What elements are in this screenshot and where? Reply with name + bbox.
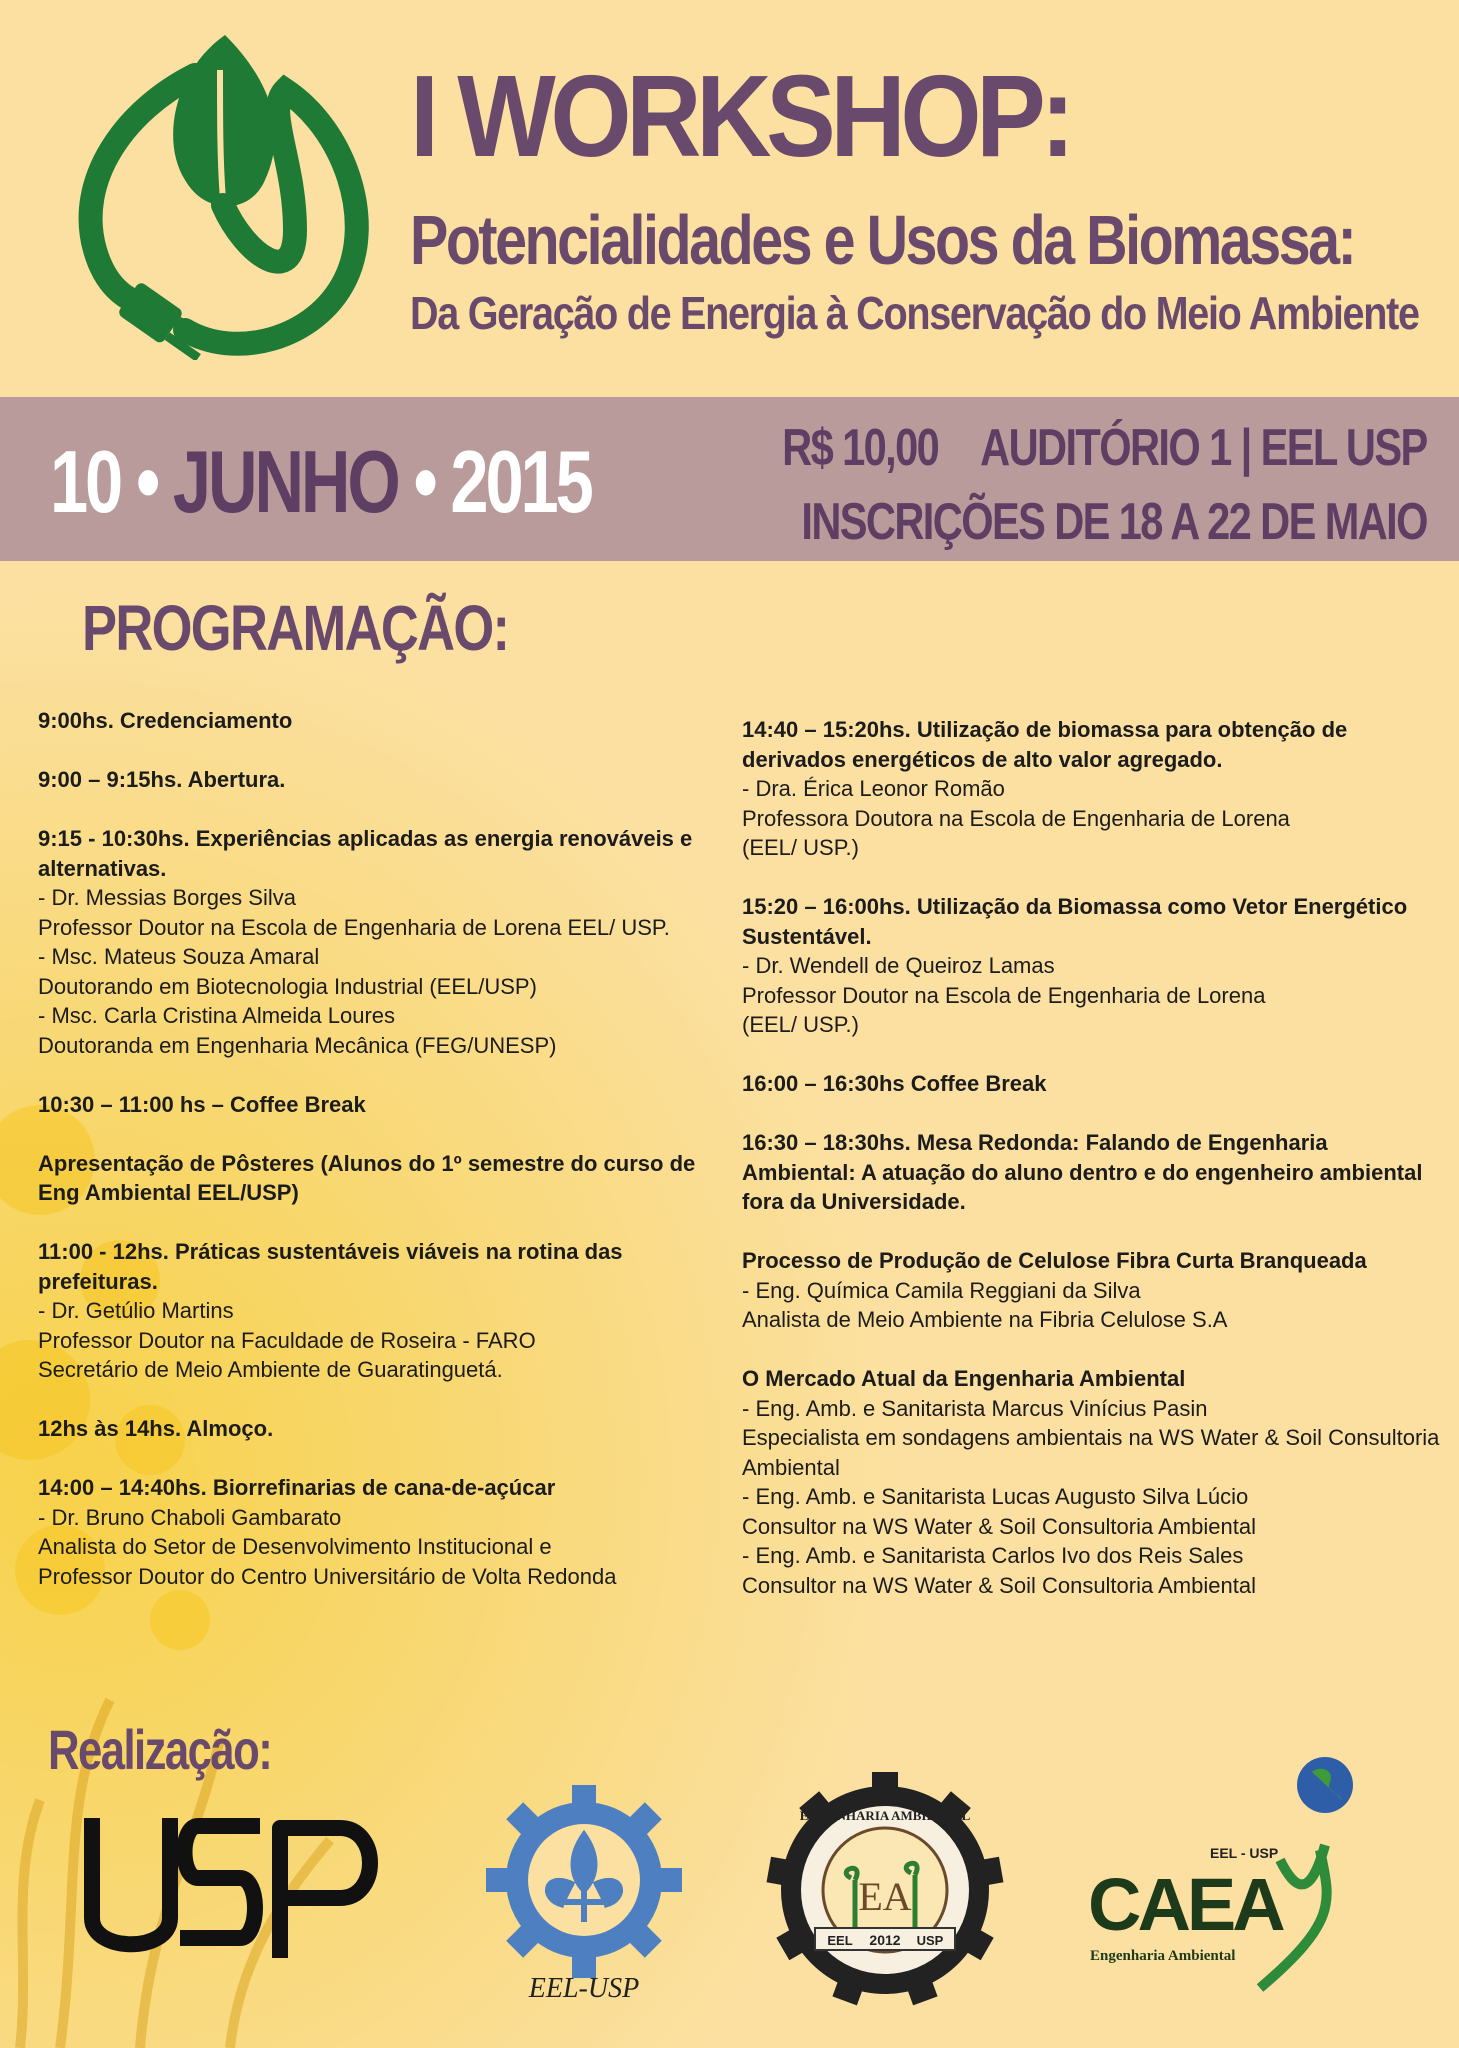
program-entry — [742, 715, 1442, 863]
program-entry-title: O Mercado Atual da Engenharia Ambiental — [742, 1366, 1186, 1391]
program-entry-title: 14:00 – 14:40hs. Biorrefinarias de cana-de-açúcar — [38, 1475, 556, 1500]
program-entry-title: 9:00 – 9:15hs. Abertura. — [38, 767, 286, 792]
program-entry-line: - Dr. Getúlio Martins — [38, 1298, 234, 1323]
caea-logo-icon — [1080, 1750, 1380, 2000]
program-entry-line: Doutoranda em Engenharia Mecânica (FEG/UNESP) — [38, 1032, 557, 1058]
program-entry-title: 16:30 – 18:30hs. Mesa Redonda: Falando de Engenharia Ambiental: A atuação do aluno dentro e do engenheiro ambiental fora da Universidade. — [742, 1130, 1423, 1214]
title-line-3: Da Geração de Energia à Conservação do Meio Ambiente — [410, 287, 1419, 339]
date-separator: • — [413, 432, 435, 531]
program-entry-line: - Dr. Wendell de Queiroz Lamas — [742, 953, 1055, 978]
program-entry-line: Professor Doutor do Centro Universitário de Volta Redonda — [38, 1563, 617, 1589]
seal-left-tag: EEL — [827, 1933, 853, 1948]
program-entry-title: 10:30 – 11:00 hs – Coffee Break — [38, 1091, 366, 1117]
program-entry-line: - Msc. Carla Cristina Almeida Loures — [38, 1003, 396, 1028]
program-entry — [38, 706, 698, 736]
program-entry-line: - Dr. Messias Borges Silva — [38, 885, 296, 910]
program-entry-line: Professor Doutor na Escola de Engenharia de Lorena EEL/ USP. — [38, 914, 670, 940]
program-entry — [38, 1414, 698, 1444]
caea-wordmark: CAEA — [1088, 1863, 1282, 1946]
price: R$ 10,00 — [782, 419, 939, 477]
title-line-1: I WORKSHOP: — [410, 51, 1070, 181]
date-day: 10 — [50, 432, 121, 531]
program-entry-line: Consultor na WS Water & Soil Consultoria Ambiental — [742, 1572, 1256, 1598]
program-entry — [38, 1149, 698, 1208]
usp-logo-text: USP — [233, 1966, 237, 1967]
realizacao-heading: Realização: — [48, 1718, 272, 1781]
program-entry-line: - Dra. Érica Leonor Romão — [742, 776, 1005, 801]
caea-tag: EEL - USP — [1210, 1845, 1279, 1861]
registration-dates: INSCRIÇÕES DE 18 A 22 DE MAIO — [801, 493, 1427, 551]
program-entry — [38, 1237, 698, 1385]
program-entry — [38, 1473, 698, 1591]
venue: AUDITÓRIO 1 | EEL USP — [980, 419, 1427, 477]
program-entry-line: Doutorando em Biotecnologia Industrial (EEL/USP) — [38, 973, 537, 999]
program-entry — [742, 1364, 1442, 1600]
program-entry-line: - Dr. Bruno Chaboli Gambarato — [38, 1504, 342, 1530]
program-entry-line: - Msc. Mateus Souza Amaral — [38, 944, 320, 969]
seal-title: ENGENHARIA AMBIENTAL — [799, 1808, 971, 1823]
program-entry-line: Professor Doutor na Escola de Engenharia de Lorena — [742, 982, 1266, 1008]
program-entry-title: 12hs às 14hs. Almoço. — [38, 1416, 274, 1441]
program-entry-line: - Eng. Amb. e Sanitarista Carlos Ivo dos Reis Sales — [742, 1543, 1244, 1568]
program-entry — [742, 1069, 1442, 1099]
caea-subtitle: Engenharia Ambiental — [1090, 1948, 1236, 1964]
date-month: JUNHO — [172, 432, 398, 531]
program-entry — [38, 824, 698, 1060]
price-venue — [782, 419, 1427, 477]
program-entry-title: 15:20 – 16:00hs. Utilização da Biomassa como Vetor Energético Sustentável. — [742, 894, 1408, 949]
program-entry-line: Secretário de Meio Ambiente de Guaratinguetá. — [38, 1357, 503, 1382]
program-entry-title: Apresentação de Pôsteres (Alunos do 1º semestre do curso de Eng Ambiental EEL/USP) — [38, 1150, 696, 1205]
engenharia-ambiental-seal-icon — [765, 1770, 1005, 2010]
program-entry — [38, 1090, 698, 1120]
header — [0, 0, 1459, 395]
program-entry — [742, 1128, 1442, 1217]
program-entry — [742, 1246, 1442, 1335]
program-entry-title: Processo de Produção de Celulose Fibra Curta Branqueada — [742, 1248, 1367, 1273]
seal-initials: EA — [858, 1874, 912, 1919]
program-entry-title: 14:40 – 15:20hs. Utilização de biomassa para obtenção de derivados energéticos de alto valor agregado. — [742, 717, 1348, 772]
program-entry — [38, 765, 698, 795]
program-entry-line: - Eng. Amb. e Sanitarista Marcus Vinícius Pasin — [742, 1395, 1208, 1421]
seal-right-tag: USP — [916, 1933, 944, 1948]
program-entry-title: 11:00 - 12hs. Práticas sustentáveis viáveis na rotina das prefeituras. — [38, 1239, 623, 1294]
program-left-column — [38, 706, 698, 1621]
program-entry-line: Especialista em sondagens ambientais na WS Water & Soil Consultoria Ambiental — [742, 1425, 1440, 1480]
eel-usp-label: EEL-USP — [528, 1973, 640, 2004]
program-entry-line: - Eng. Amb. e Sanitarista Lucas Augusto Silva Lúcio — [742, 1484, 1249, 1509]
program-entry-line: Professora Doutora na Escola de Engenharia de Lorena — [742, 805, 1290, 831]
eel-usp-gear-logo-icon — [468, 1785, 700, 2005]
program-entry-title: 16:00 – 16:30hs Coffee Break — [742, 1071, 1047, 1096]
leaf-plug-icon — [55, 30, 395, 360]
program-entry-line: (EEL/ USP.) — [742, 835, 859, 860]
title-line-2: Potencialidades e Usos da Biomassa: — [410, 201, 1355, 279]
date-year: 2015 — [450, 432, 591, 531]
program-right-column — [742, 715, 1442, 1630]
program-entry-line: Analista de Meio Ambiente na Fibria Celulose S.A — [742, 1307, 1228, 1332]
program-entry-line: (EEL/ USP.) — [742, 1012, 859, 1037]
date-separator: • — [136, 432, 157, 531]
program-entry-line: Consultor na WS Water & Soil Consultoria Ambiental — [742, 1513, 1256, 1539]
usp-logo-icon — [80, 1808, 390, 1968]
program-heading: PROGRAMAÇÃO: — [82, 592, 509, 664]
seal-year: 2012 — [869, 1932, 901, 1948]
program-entry — [742, 892, 1442, 1040]
program-entry-line: Analista do Setor de Desenvolvimento Institucional e — [38, 1534, 552, 1559]
program-entry-title: 9:00hs. Credenciamento — [38, 708, 293, 733]
program-entry-title: 9:15 - 10:30hs. Experiências aplicadas as energia renováveis e alternativas. — [38, 826, 693, 881]
program-entry-line: - Eng. Química Camila Reggiani da Silva — [742, 1277, 1141, 1303]
program-entry-line: Professor Doutor na Faculdade de Roseira - FARO — [38, 1327, 536, 1353]
event-date — [50, 432, 591, 531]
